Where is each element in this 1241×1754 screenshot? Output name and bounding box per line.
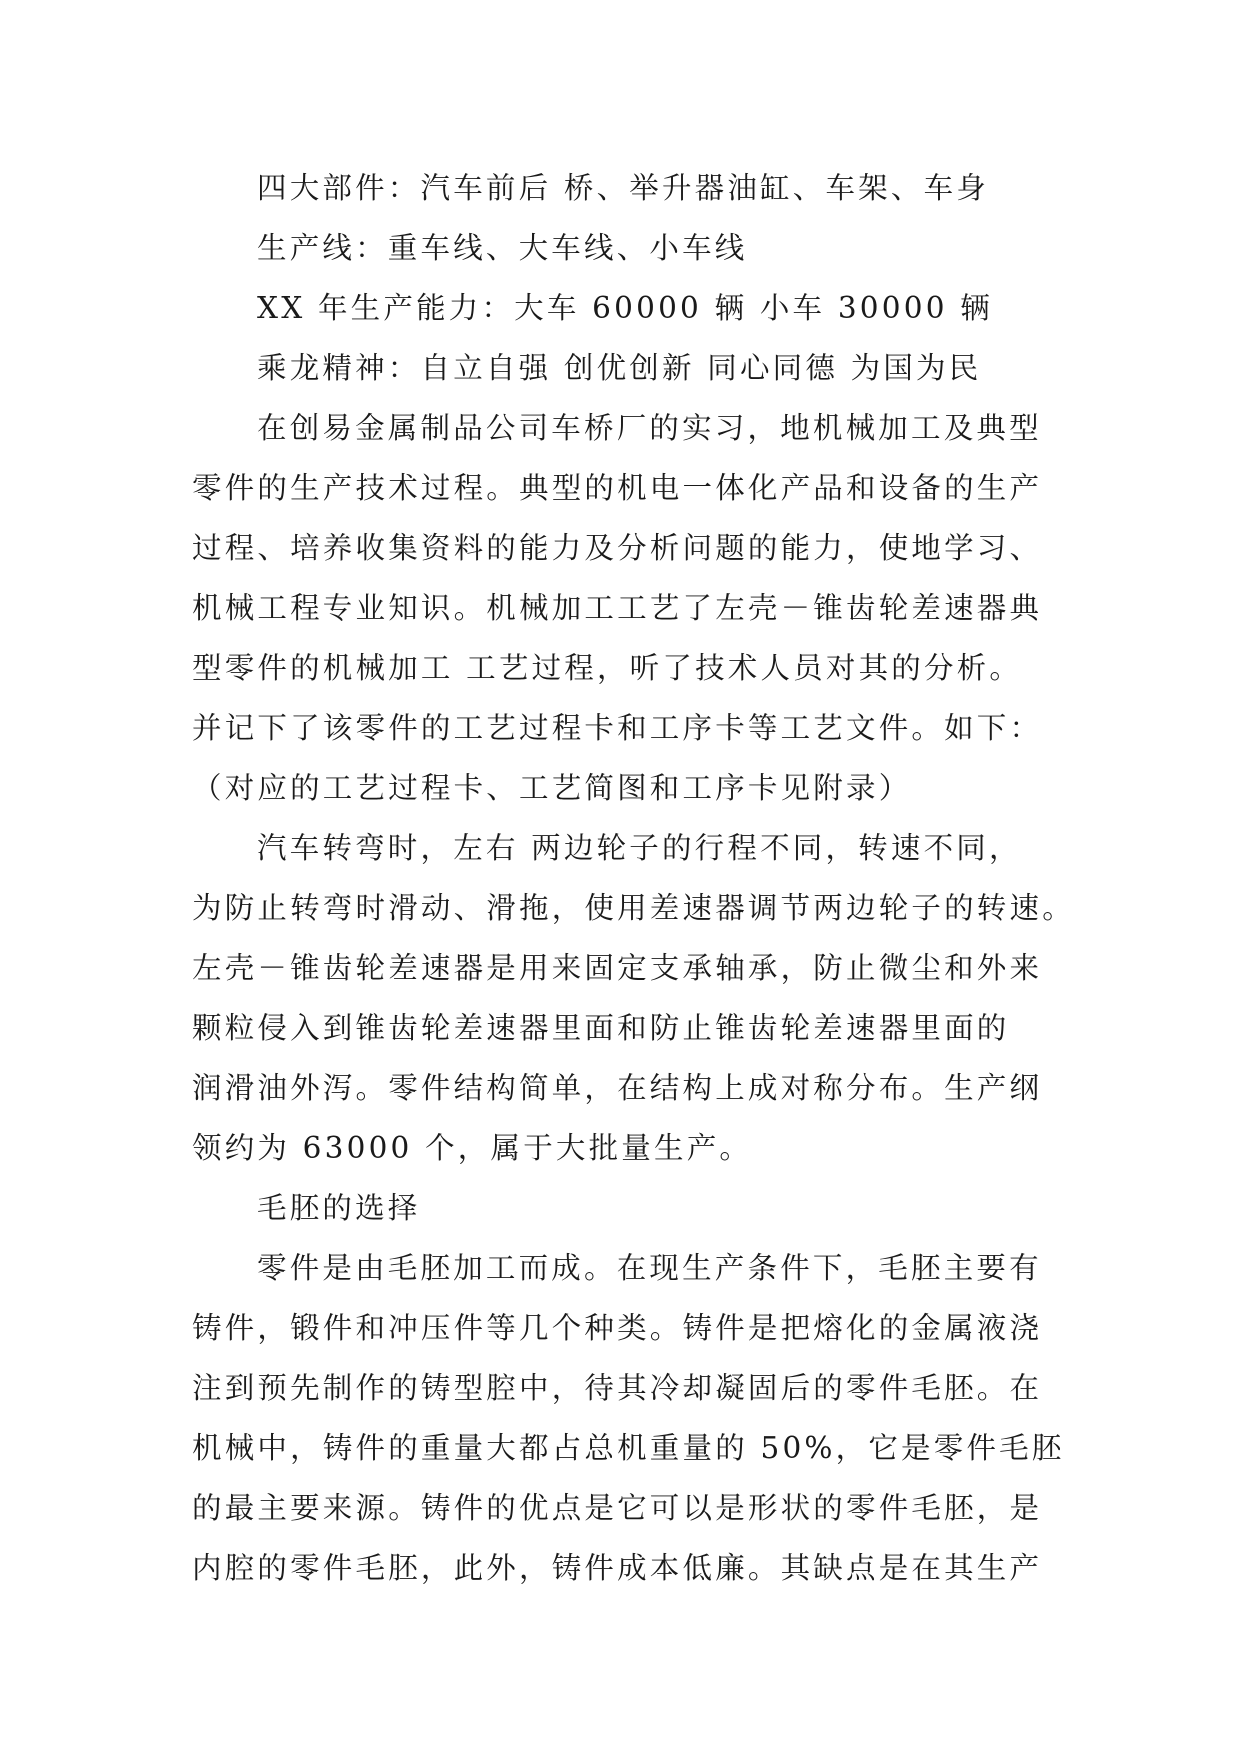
document-body bbox=[192, 158, 1075, 1598]
text-line: 过程、培养收集资料的能力及分析问题的能力，使地学习、 bbox=[192, 531, 1043, 565]
text-line: 左壳－锥齿轮差速器是用来固定支承轴承，防止微尘和外来 bbox=[192, 951, 1043, 985]
text-line: 型零件的机械加工 工艺过程，听了技术人员对其的分析。 bbox=[192, 651, 1023, 685]
text-line: 汽车转弯时，左右 两边轮子的行程不同，转速不同， bbox=[257, 831, 1022, 865]
section-heading: 毛胚的选择 bbox=[257, 1191, 421, 1225]
text-line: 铸件，锻件和冲压件等几个种类。铸件是把熔化的金属液浇 bbox=[192, 1311, 1043, 1345]
text-line: XX 年生产能力：大车 60000 辆 小车 30000 辆 bbox=[257, 291, 993, 325]
text-line: 机械工程专业知识。机械加工工艺了左壳－锥齿轮差速器典 bbox=[192, 591, 1043, 625]
text-line: 在创易金属制品公司车桥厂的实习，地机械加工及典型 bbox=[257, 411, 1042, 445]
text-line: （对应的工艺过程卡、工艺简图和工序卡见附录） bbox=[192, 771, 912, 805]
text-line: 并记下了该零件的工艺过程卡和工序卡等工艺文件。如下： bbox=[192, 711, 1043, 745]
text-line: 零件的生产技术过程。典型的机电一体化产品和设备的生产 bbox=[192, 471, 1043, 505]
text-line: 乘龙精神：自立自强 创优创新 同心同德 为国为民 bbox=[257, 351, 982, 385]
text-line: 的最主要来源。铸件的优点是它可以是形状的零件毛胚，是 bbox=[192, 1491, 1043, 1525]
text-line: 注到预先制作的铸型腔中，待其冷却凝固后的零件毛胚。在 bbox=[192, 1371, 1043, 1405]
text-line: 机械中，铸件的重量大都占总机重量的 50%，它是零件毛胚 bbox=[192, 1431, 1065, 1465]
text-line: 零件是由毛胚加工而成。在现生产条件下，毛胚主要有 bbox=[257, 1251, 1042, 1285]
text-line: 四大部件：汽车前后 桥、举升器油缸、车架、车身 bbox=[257, 171, 989, 205]
text-line: 颗粒侵入到锥齿轮差速器里面和防止锥齿轮差速器里面的 bbox=[192, 1011, 1010, 1045]
text-line: 内腔的零件毛胚，此外，铸件成本低廉。其缺点是在其生产 bbox=[192, 1551, 1043, 1585]
text-line: 领约为 63000 个，属于大批量生产。 bbox=[192, 1131, 753, 1165]
text-line: 润滑油外泻。零件结构简单，在结构上成对称分布。生产纲 bbox=[192, 1071, 1043, 1105]
text-line: 为防止转弯时滑动、滑拖，使用差速器调节两边轮子的转速。 bbox=[192, 891, 1075, 925]
text-line: 生产线：重车线、大车线、小车线 bbox=[257, 231, 748, 265]
